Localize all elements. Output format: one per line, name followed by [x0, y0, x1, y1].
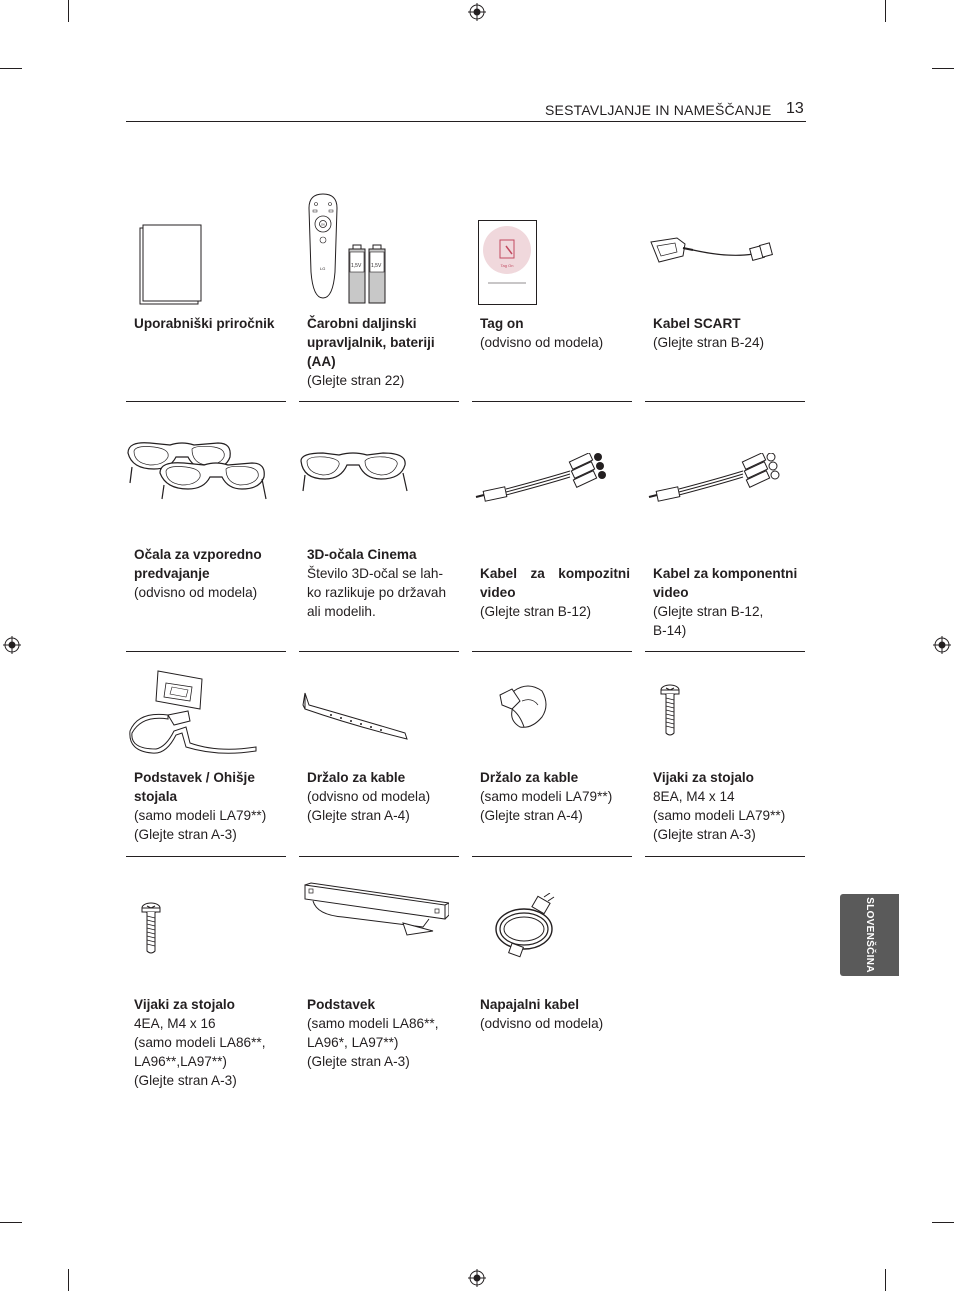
- item-title: Uporabniški priročnik: [134, 316, 275, 331]
- item-note: ko razlikuje po državah: [307, 585, 447, 600]
- item-note: (Glejte stran B-24): [653, 335, 765, 350]
- remote-ok-label: OK: [320, 222, 326, 227]
- battery-label: 1,5V: [351, 263, 362, 269]
- item-caption: [480, 314, 630, 352]
- item-note: (Glejte stran A-3): [134, 1073, 237, 1088]
- item-note: Število 3D-očal se lah-: [307, 566, 443, 581]
- crop-mark: [932, 1222, 954, 1223]
- item-divider: [645, 401, 805, 402]
- item-note: (Glejte stran B-12): [480, 604, 592, 619]
- language-tab: [840, 894, 899, 976]
- item-divider: [126, 856, 286, 857]
- item-note: (samo modeli LA79**): [134, 808, 267, 823]
- registration-mark-icon: [933, 636, 951, 654]
- item-title: Kabel za komponentni video: [653, 566, 798, 600]
- magic-remote-icon: [303, 192, 393, 304]
- item-note: LA96*, LA97**): [307, 1035, 399, 1050]
- item-note: (samo modeli LA86**,: [134, 1035, 266, 1050]
- dual-play-glasses-icon: [126, 439, 272, 505]
- component-cable-icon: [647, 453, 785, 503]
- item-caption: [653, 564, 803, 640]
- item-note: (Glejte stran B-12,: [653, 604, 764, 619]
- item-title: Čarobni daljinski upravljalnik, bateriji (AA): [307, 316, 435, 369]
- scart-cable-icon: [649, 234, 779, 268]
- tag-on-card-icon: [478, 220, 538, 306]
- item-note: LA96**,LA97**): [134, 1054, 227, 1069]
- remote-brand-label: LG: [320, 266, 326, 271]
- item-note: (Glejte stran A-3): [653, 827, 756, 842]
- screw-icon: [140, 901, 162, 955]
- item-caption: [134, 545, 284, 602]
- stand-body-icon: [128, 665, 262, 761]
- item-title: Kabel za kompozitni video: [480, 566, 630, 600]
- item-divider: [645, 651, 805, 652]
- item-caption: [480, 564, 630, 621]
- item-divider: [299, 856, 459, 857]
- crop-mark: [885, 0, 886, 22]
- item-title: Napajalni kabel: [480, 997, 579, 1012]
- item-caption: [134, 314, 284, 333]
- item-note: (samo modeli LA86**,: [307, 1016, 439, 1031]
- item-note: B-14): [653, 623, 687, 638]
- item-title: Podstavek / Ohišje stojala: [134, 770, 255, 804]
- composite-cable-icon: [474, 453, 612, 503]
- item-divider: [472, 856, 632, 857]
- item-title: Tag on: [480, 316, 524, 331]
- section-title: SESTAVLJANJE IN NAMEŠČANJE: [545, 102, 772, 118]
- item-caption: [307, 995, 457, 1071]
- item-divider: [472, 651, 632, 652]
- crop-mark: [885, 1269, 886, 1291]
- item-note: (Glejte stran A-3): [307, 1054, 410, 1069]
- item-divider: [299, 401, 459, 402]
- item-note: (Glejte stran A-4): [307, 808, 410, 823]
- registration-mark-icon: [468, 3, 486, 21]
- item-note: (odvisno od modela): [480, 335, 604, 350]
- item-caption: [134, 995, 284, 1090]
- crop-mark: [68, 0, 69, 22]
- item-caption: [134, 768, 284, 844]
- item-divider: [299, 651, 459, 652]
- item-divider: [126, 651, 286, 652]
- item-note: (odvisno od modela): [134, 585, 258, 600]
- tag-on-label: Tag On: [500, 263, 514, 268]
- registration-mark-icon: [3, 636, 21, 654]
- item-caption: [653, 768, 803, 844]
- power-cable-icon: [492, 893, 558, 959]
- registration-mark-icon: [468, 1269, 486, 1287]
- item-title: Kabel SCART: [653, 316, 741, 331]
- item-note: (samo modeli LA79**): [653, 808, 786, 823]
- crop-mark: [932, 68, 954, 69]
- item-caption: [480, 995, 630, 1033]
- page-number: 13: [786, 100, 804, 117]
- item-note: (Glejte stran A-3): [134, 827, 237, 842]
- item-divider: [645, 856, 805, 857]
- item-title: Vijaki za stojalo: [134, 997, 235, 1012]
- item-title: Vijaki za stojalo: [653, 770, 754, 785]
- item-note: (Glejte stran A-4): [480, 808, 583, 823]
- item-caption: [307, 768, 457, 825]
- item-title: Držalo za kable: [307, 770, 406, 785]
- item-caption: [480, 768, 630, 825]
- item-note: 8EA, M4 x 14: [653, 789, 735, 804]
- item-title: 3D-očala Cinema: [307, 547, 417, 562]
- cinema-3d-glasses-icon: [299, 451, 411, 493]
- item-caption: [653, 314, 803, 352]
- item-caption: [307, 314, 457, 390]
- item-note: (odvisno od modela): [480, 1016, 604, 1031]
- manual-icon: [138, 224, 204, 306]
- item-caption: [307, 545, 457, 621]
- item-divider: [472, 401, 632, 402]
- item-title: Držalo za kable: [480, 770, 579, 785]
- screw-icon: [659, 683, 681, 737]
- stand-base-icon: [303, 881, 449, 937]
- item-divider: [126, 401, 286, 402]
- item-title: Očala za vzporedno predvajanje: [134, 547, 262, 581]
- item-note: 4EA, M4 x 16: [134, 1016, 216, 1031]
- item-note: ali modelih.: [307, 604, 376, 619]
- item-note: (odvisno od modela): [307, 789, 431, 804]
- crop-mark: [0, 68, 22, 69]
- cable-holder-clip-icon: [498, 681, 550, 731]
- cable-holder-strip-icon: [301, 691, 413, 743]
- item-title: Podstavek: [307, 997, 376, 1012]
- battery-label: 1,5V: [371, 263, 382, 269]
- crop-mark: [68, 1269, 69, 1291]
- item-note: (samo modeli LA79**): [480, 789, 613, 804]
- header-divider: [126, 121, 806, 122]
- crop-mark: [0, 1222, 22, 1223]
- language-tab-label: SLOVENŠČINA: [864, 897, 875, 973]
- item-note: (Glejte stran 22): [307, 373, 405, 388]
